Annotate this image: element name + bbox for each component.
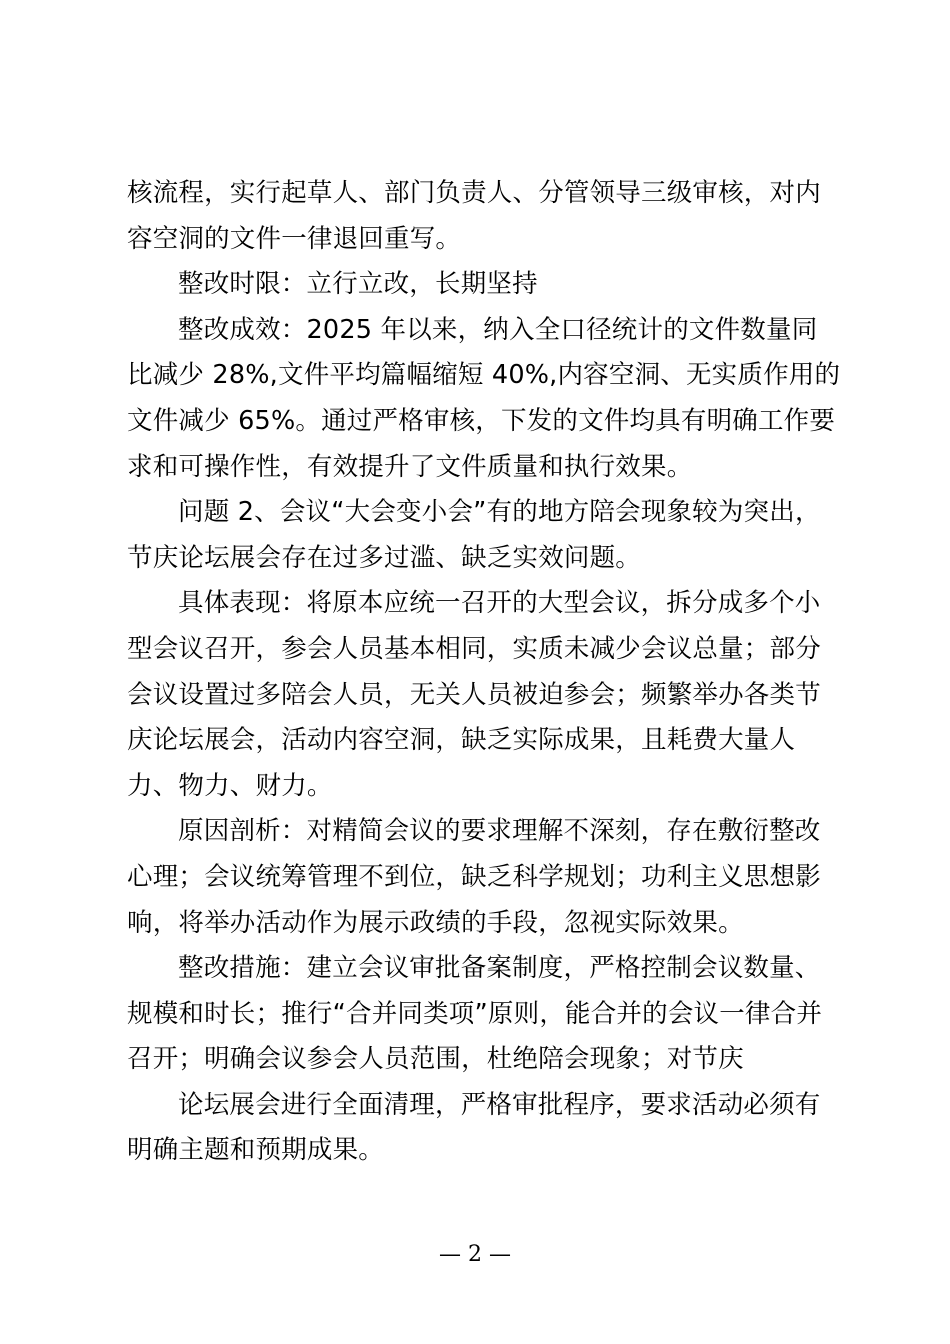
text-line: 问题 2、会议“大会变小会”有的地方陪会现象较为突出，	[178, 497, 821, 528]
text-line: 规模和时长；推行“合并同类项”原则，能合并的会议一律合并	[127, 998, 823, 1029]
text-line: 会议设置过多陪会人员，无关人员被迫参会；频繁举办各类节	[127, 679, 821, 710]
text-line: 明确主题和预期成果。	[127, 1135, 385, 1166]
text-line: 响，将举办活动作为展示政绩的手段，忽视实际效果。	[127, 907, 744, 938]
text-line: 容空洞的文件一律退回重写。	[127, 223, 462, 254]
text-line: 求和可操作性，有效提升了文件质量和执行效果。	[127, 451, 693, 482]
text-line: 论坛展会进行全面清理，严格审批程序，要求活动必须有	[178, 1089, 821, 1120]
text-line: 比减少 28%,文件平均篇幅缩短 40%,内容空洞、无实质作用的	[127, 360, 841, 391]
text-line: 型会议召开，参会人员基本相同，实质未减少会议总量；部分	[127, 633, 821, 664]
text-line: 核流程，实行起草人、部门负责人、分管领导三级审核，对内	[127, 178, 821, 208]
text-line: 庆论坛展会，活动内容空洞，缺乏实际成果，且耗费大量人	[127, 725, 796, 756]
page-body	[127, 171, 841, 1174]
text-line: 心理；会议统筹管理不到位，缺乏科学规划；功利主义思想影	[127, 861, 821, 892]
text-line: 具体表现：将原本应统一召开的大型会议，拆分成多个小	[178, 588, 821, 619]
text-line: 文件减少 65%。通过严格审核，下发的文件均具有明确工作要	[127, 405, 836, 436]
text-line: 力、物力、财力。	[127, 770, 333, 801]
text-line: 整改成效：2025 年以来，纳入全口径统计的文件数量同	[178, 314, 818, 345]
text-line: 节庆论坛展会存在过多过滥、缺乏实效问题。	[127, 542, 642, 573]
text-line: 整改措施：建立会议审批备案制度，严格控制会议数量、	[178, 953, 821, 984]
text-line: 原因剖析：对精简会议的要求理解不深刻，存在敷衍整改	[178, 816, 821, 847]
text-line: 召开；明确会议参会人员范围，杜绝陪会现象；对节庆	[127, 1044, 744, 1075]
text-line: 整改时限：立行立改，长期坚持	[178, 269, 538, 300]
page-number: — 2 —	[439, 1242, 511, 1267]
